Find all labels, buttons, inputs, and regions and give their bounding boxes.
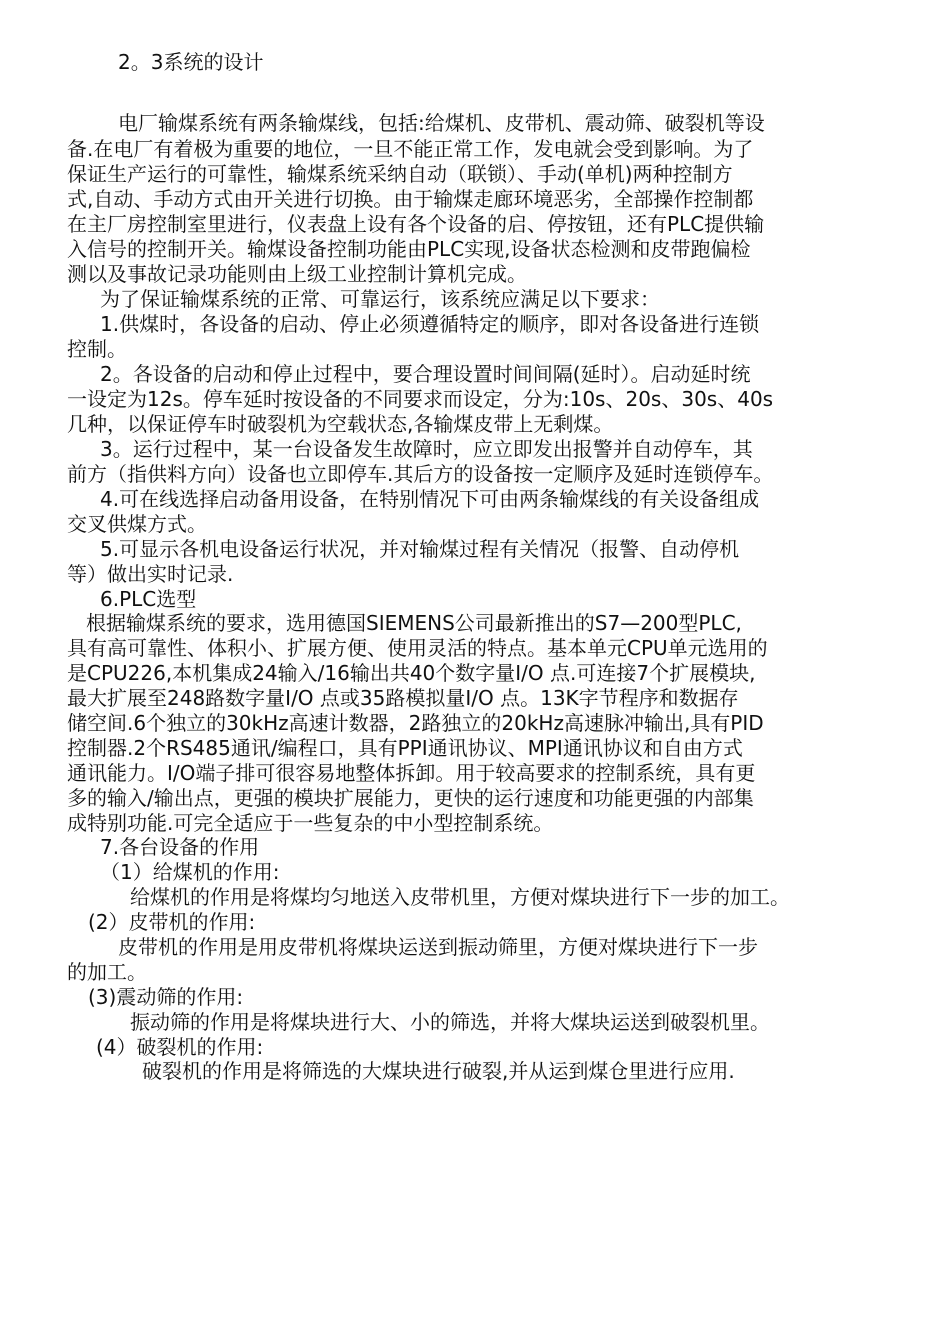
plc-line: 储空间.6个独立的30kHz高速计数器，2路独立的20kHz高速脉冲输出,具有PID [67,711,764,735]
role-4-title: (4）破裂机的作用: [96,1035,264,1059]
requirement-line: 1.供煤时，各设备的启动、停止必须遵循特定的顺序，即对各设备进行连锁 [100,312,760,336]
intro-line: 电厂输煤系统有两条输煤线，包括:给煤机、皮带机、震动筛、破裂机等设 [118,111,765,135]
plc-line: 多的输入/输出点，更强的模块扩展能力，更快的运行速度和功能更强的内部集 [67,786,754,810]
intro-line: 在主厂房控制室里进行，仪表盘上设有各个设备的启、停按钮，还有PLC提供输 [67,212,765,236]
section-heading: 2。3系统的设计 [118,50,264,74]
requirement-line: 3。运行过程中，某一台设备发生故障时，应立即发出报警并自动停车，其 [100,437,753,461]
plc-line: 是CPU226,本机集成24输入/16输出共40个数字量I/O 点.可连接7个扩展模块, [67,661,756,685]
plc-line: 控制器.2个RS485通讯/编程口，具有PPI通讯协议、MPI通讯协议和自由方式 [67,736,743,760]
role-1-body: 给煤机的作用是将煤均匀地送入皮带机里，方便对煤块进行下一步的加工。 [130,885,790,909]
requirement-line: 交叉供煤方式。 [67,512,207,536]
role-2-body: 皮带机的作用是用皮带机将煤块运送到振动筛里，方便对煤块进行下一步 [118,935,758,959]
requirement-line: 几种，以保证停车时破裂机为空载状态,各输煤皮带上无剩煤。 [67,412,614,436]
roles-heading: 7.各台设备的作用 [100,835,260,859]
requirement-line: 2。各设备的启动和停止过程中，要合理设置时间间隔(延时）。启动延时统 [100,362,751,386]
role-2-title: (2）皮带机的作用: [88,910,256,934]
role-4-body: 破裂机的作用是将筛选的大煤块进行破裂,并从运到煤仓里进行应用. [142,1059,735,1083]
role-3-title: (3)震动筛的作用: [88,985,244,1009]
intro-line: 备.在电厂有着极为重要的地位，一旦不能正常工作，发电就会受到影响。为了 [67,137,754,161]
requirements-intro: 为了保证输煤系统的正常、可靠运行，该系统应满足以下要求： [100,287,660,311]
role-2-body: 的加工。 [67,960,147,984]
intro-line: 入信号的控制开关。输煤设备控制功能由PLC实现,设备状态检测和皮带跑偏检 [67,237,751,261]
plc-line: 成特别功能.可完全适应于一些复杂的中小型控制系统。 [67,811,554,835]
intro-line: 式,自动、手动方式由开关进行切换。由于输煤走廊环境恶劣，全部操作控制都 [67,187,754,211]
plc-line: 根据输煤系统的要求，选用德国SIEMENS公司最新推出的S7—200型PLC, [86,611,742,635]
requirement-line: 5.可显示各机电设备运行状况，并对输煤过程有关情况（报警、自动停机 [100,537,740,561]
intro-line: 测以及事故记录功能则由上级工业控制计算机完成。 [67,262,527,286]
role-3-body: 振动筛的作用是将煤块进行大、小的筛选，并将大煤块运送到破裂机里。 [130,1010,770,1034]
plc-line: 具有高可靠性、体积小、扩展方便、使用灵活的特点。基本单元CPU单元选用的 [67,636,768,660]
plc-heading: 6.PLC选型 [100,587,197,611]
requirement-line: 前方（指供料方向）设备也立即停车.其后方的设备按一定顺序及延时连锁停车。 [67,462,774,486]
requirement-line: 控制。 [67,337,127,361]
requirement-line: 等）做出实时记录. [67,562,234,586]
plc-line: 最大扩展至248路数字量I/O 点或35路模拟量I/O 点。13K字节程序和数据存 [67,686,739,710]
intro-line: 保证生产运行的可靠性，输煤系统采纳自动（联锁）、手动(单机)两种控制方 [67,162,733,186]
requirement-line: 4.可在线选择启动备用设备，在特别情况下可由两条输煤线的有关设备组成 [100,487,760,511]
role-1-title: （1）给煤机的作用: [100,860,280,884]
plc-line: 通讯能力。I/O端子排可很容易地整体拆卸。用于较高要求的控制系统，具有更 [67,761,756,785]
requirement-line: 一设定为12s。停车延时按设备的不同要求而设定，分为:10s、20s、30s、40s [67,387,774,411]
